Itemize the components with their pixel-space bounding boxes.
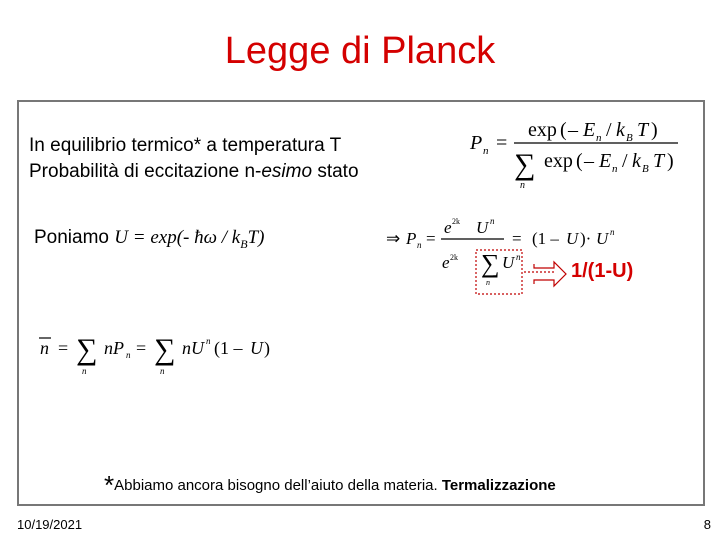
svg-text:U: U xyxy=(476,218,489,237)
svg-text:n: n xyxy=(160,366,165,376)
svg-text:–: – xyxy=(568,119,578,141)
svg-text:/: / xyxy=(622,150,628,172)
svg-text:E: E xyxy=(599,150,612,172)
svg-text:n: n xyxy=(610,227,615,237)
substitution-line: Poniamo U = exp(- ħω / $k_BT$) xyxy=(34,227,265,251)
svg-text:n: n xyxy=(206,336,211,346)
svg-text:/: / xyxy=(606,119,612,141)
intro-line-1: In equilibrio termico* a temperatura T xyxy=(29,135,342,156)
svg-text:∑: ∑ xyxy=(76,333,98,366)
svg-text:k: k xyxy=(616,119,625,141)
intro-line-2: Probabilità di eccitazione n-esimo stato xyxy=(29,161,359,182)
svg-text:=: = xyxy=(426,229,436,248)
svg-text:(1 –: (1 – xyxy=(214,338,243,358)
substitution-formula xyxy=(384,200,714,300)
geometric-series-hint: 1/(1-U) xyxy=(571,260,634,282)
svg-text:P: P xyxy=(470,132,483,154)
svg-text:2k: 2k xyxy=(450,253,458,262)
svg-text:): ) xyxy=(667,150,674,172)
svg-text:): ) xyxy=(264,338,270,358)
svg-text:n: n xyxy=(486,278,490,287)
svg-text:(1 –: (1 – xyxy=(532,229,559,248)
svg-text:): ) xyxy=(651,119,658,141)
svg-text:U: U xyxy=(566,229,579,248)
svg-text:⇒: ⇒ xyxy=(386,229,401,248)
svg-text:U: U xyxy=(596,229,609,248)
svg-text:n: n xyxy=(40,338,49,358)
slide-date: 10/19/2021 xyxy=(17,517,83,532)
svg-text:B: B xyxy=(626,132,633,144)
svg-text:E: E xyxy=(583,119,596,141)
slide-title: Legge di Planck xyxy=(224,30,496,72)
svg-text:exp: exp xyxy=(544,150,573,172)
svg-text:=: = xyxy=(58,338,69,358)
probability-formula xyxy=(468,112,688,192)
svg-text:n: n xyxy=(596,132,602,144)
svg-text:T: T xyxy=(637,119,649,141)
svg-text:∑: ∑ xyxy=(481,249,500,278)
svg-text:n: n xyxy=(490,216,495,226)
svg-text:k: k xyxy=(632,150,641,172)
svg-text:P: P xyxy=(406,229,417,248)
svg-text:n: n xyxy=(126,350,131,360)
svg-text:=: = xyxy=(512,229,522,248)
svg-text:e: e xyxy=(444,218,452,237)
svg-text:n: n xyxy=(516,252,521,262)
svg-text:exp: exp xyxy=(528,119,557,141)
svg-text:(: ( xyxy=(576,150,583,172)
svg-text:)·: )· xyxy=(580,229,592,248)
svg-text:B: B xyxy=(642,163,649,175)
svg-text:n: n xyxy=(82,366,87,376)
svg-text:2k: 2k xyxy=(452,217,460,226)
svg-text:n: n xyxy=(520,180,525,191)
svg-text:∑: ∑ xyxy=(154,333,176,366)
svg-text:n: n xyxy=(483,145,489,157)
svg-text:∑: ∑ xyxy=(514,148,536,181)
svg-text:(: ( xyxy=(560,119,567,141)
svg-text:n: n xyxy=(612,163,618,175)
footnote: *Abbiamo ancora bisogno dell’aiuto della materia. Termalizzazione xyxy=(104,470,556,500)
svg-text:U: U xyxy=(502,253,515,272)
svg-text:nP: nP xyxy=(104,338,124,358)
svg-text:=: = xyxy=(496,132,508,154)
svg-text:=: = xyxy=(136,338,147,358)
svg-text:–: – xyxy=(584,150,594,172)
svg-text:e: e xyxy=(442,253,450,272)
page-number: 8 xyxy=(703,517,711,532)
svg-text:U: U xyxy=(250,338,263,358)
svg-text:nU: nU xyxy=(182,338,204,358)
svg-text:n: n xyxy=(417,240,422,250)
svg-text:T: T xyxy=(653,150,665,172)
mean-n-formula xyxy=(36,322,276,382)
